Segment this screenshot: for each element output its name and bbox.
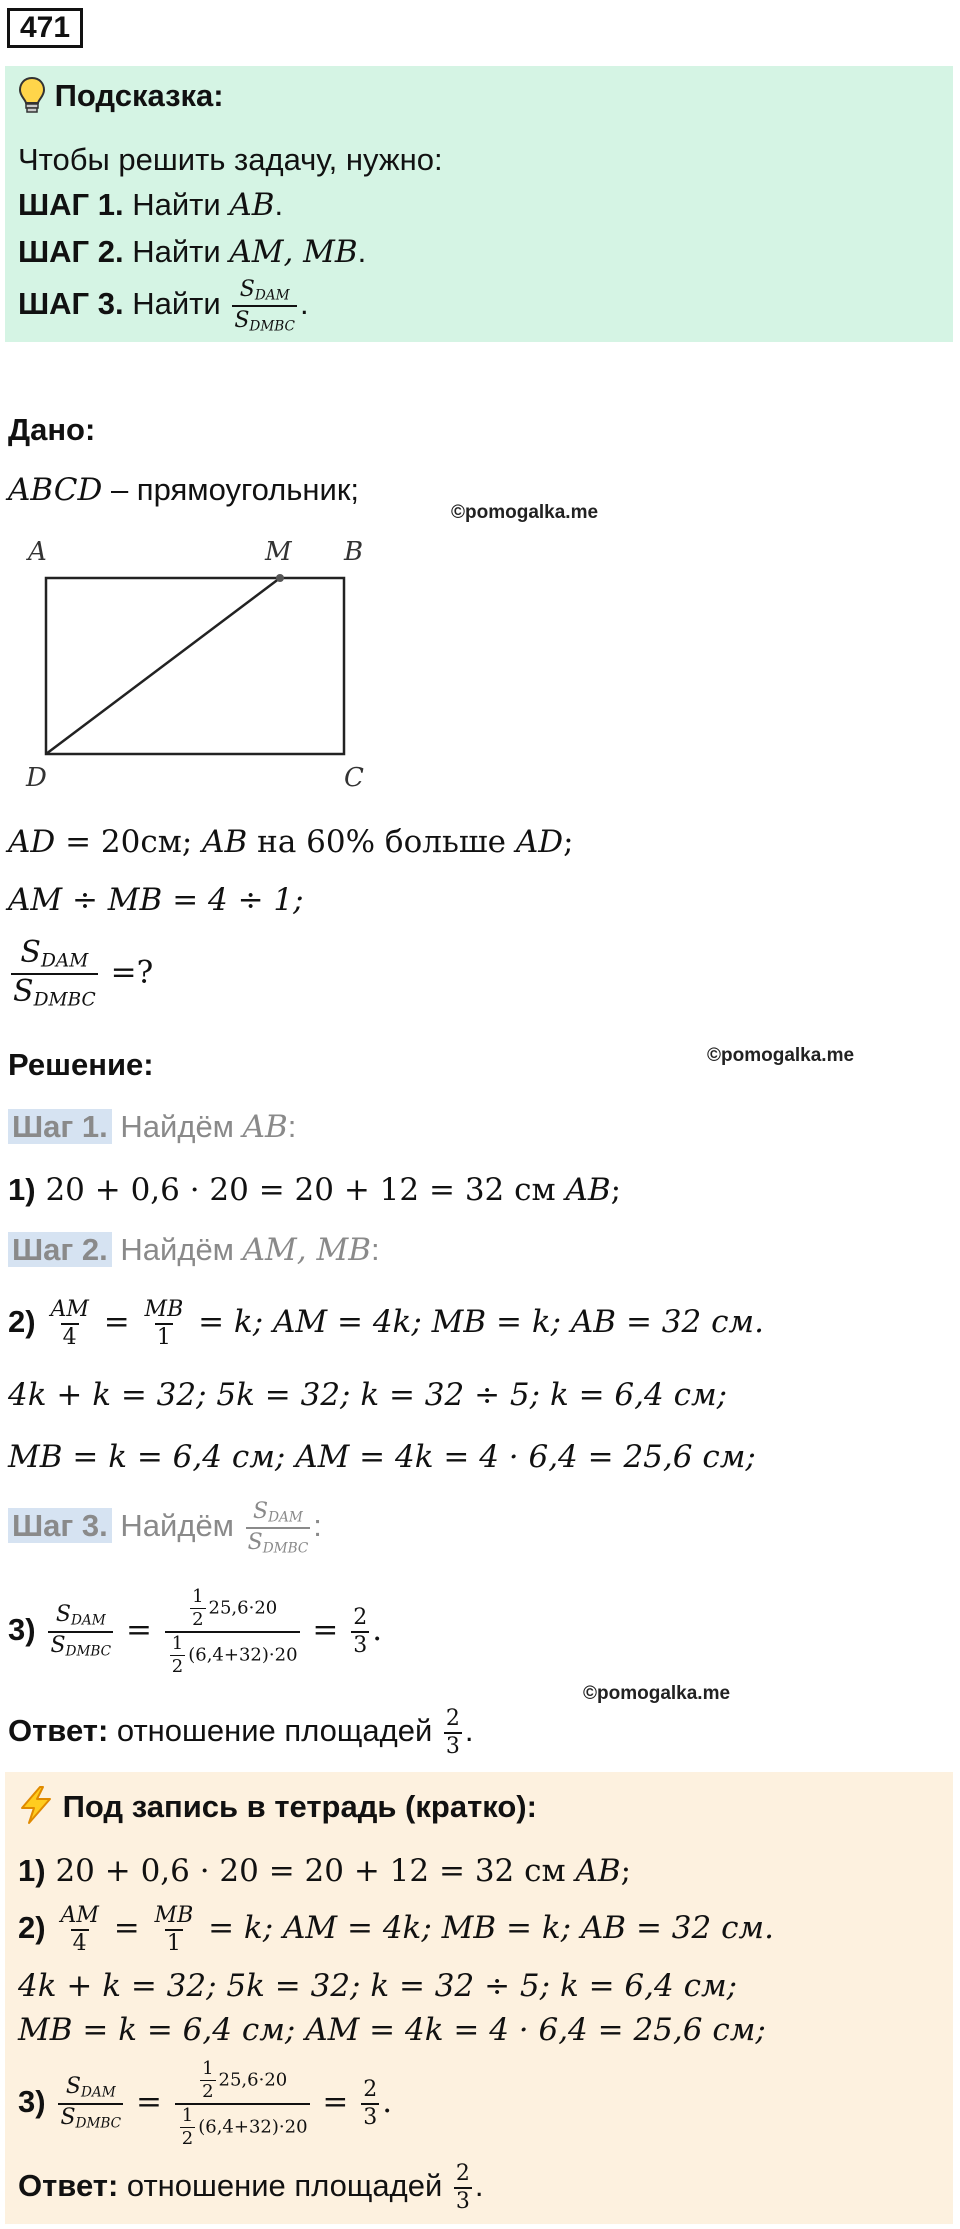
label-m: M: [265, 537, 292, 567]
step-1-header: Шаг 1. Найдём AB:: [8, 1107, 296, 1147]
given-ratio-fraction: $\frac{S_{DAM}}{S_{DMBC}}$: [13, 935, 96, 1011]
equation-4: MB = k = 6,4 см; AM = 4k = 4 · 6,4 = 25,6 см;: [8, 1439, 756, 1475]
given-shape: ABCD – прямоугольник;: [8, 472, 360, 508]
given-line-1: AD = 20см; AB на 60% больше AD;: [8, 824, 574, 860]
notes-answer: Ответ: отношение площадей $\frac{2}{3}$ .: [18, 2160, 484, 2214]
watermark: ©pomogalka.me: [583, 1683, 731, 1704]
hint-step-2: ШАГ 2. Найти AM, MB.: [18, 234, 367, 270]
notes-equation-4: MB = k = 6,4 см; AM = 4k = 4 · 6,4 = 25,6 см;: [18, 2012, 766, 2048]
given-line-3: $\frac{S_{DAM}}{S_{DMBC}}$ =?: [13, 935, 154, 1011]
step-3-header: Шаг 3. Найдём $\frac{S_{DAM}}{S_{DMBC}}$ :: [8, 1500, 322, 1556]
hint-title: Подсказка:: [54, 78, 224, 113]
area-ratio-fraction: $\frac{S_{DAM}}{S_{DMBC}}$: [234, 277, 295, 335]
notes-title-row: [18, 1785, 537, 1827]
equation-1: 1) 20 + 0,6 · 20 = 20 + 12 = 32 см AB;: [8, 1172, 622, 1208]
given-title: Дано:: [8, 412, 96, 447]
notes-equation-5: 3) $\frac{S_{DAM}}{S_{DMBC}}$ = $\frac{1}{2}$ 25,6·20 $\frac{1}{2}$ (6,4+32)·20 = $\frac{2}{3}$ .: [18, 2057, 393, 2149]
watermark: ©pomogalka.me: [451, 502, 599, 523]
solution-title: Решение:: [8, 1047, 154, 1082]
answer: Ответ: отношение площадей $\frac{2}{3}$ .: [8, 1705, 474, 1759]
hint-step-1: ШАГ 1. Найти AB.: [18, 187, 284, 223]
label-a: A: [28, 537, 47, 567]
equation-2: 2) $\frac{AM}{4}$ = $\frac{MB}{1}$ = k; AM = 4k; MB = k; AB = 32 см.: [8, 1296, 764, 1350]
given-line-2: AM ÷ MB = 4 ÷ 1;: [8, 882, 304, 918]
notes-equation-1: 1) 20 + 0,6 · 20 = 20 + 12 = 32 см AB;: [18, 1853, 632, 1889]
hint-intro: Чтобы решить задачу, нужно:: [18, 142, 443, 177]
lightbulb-icon: [18, 76, 46, 114]
label-d: D: [26, 763, 47, 793]
hint-title-row: [18, 76, 224, 116]
label-b: B: [344, 537, 364, 567]
rectangle-figure: [18, 528, 378, 798]
equation-5: 3) $\frac{S_{DAM}}{S_{DMBC}}$ = $\frac{1}{2}$ 25,6·20 $\frac{1}{2}$ (6,4+32)·20 = $\frac{2}{3}$ .: [8, 1585, 383, 1677]
lightning-icon: [18, 1785, 54, 1825]
notes-title: Под запись в тетрадь (кратко):: [62, 1789, 537, 1824]
notes-equation-2: 2) $\frac{AM}{4}$ = $\frac{MB}{1}$ = k; AM = 4k; MB = k; AB = 32 см.: [18, 1902, 774, 1956]
equation-3: 4k + k = 32; 5k = 32; k = 32 ÷ 5; k = 6,4 см;: [8, 1377, 728, 1413]
task-number: 471: [7, 8, 83, 48]
step-2-header: Шаг 2. Найдём AM, MB:: [8, 1230, 380, 1270]
notes-equation-3: 4k + k = 32; 5k = 32; k = 32 ÷ 5; k = 6,4 см;: [18, 1968, 738, 2004]
label-c: C: [344, 763, 364, 793]
hint-step-3: ШАГ 3. Найти $\frac{S_{DAM}}{S_{DMBC}}$ .: [18, 277, 309, 335]
watermark: ©pomogalka.me: [707, 1045, 855, 1066]
